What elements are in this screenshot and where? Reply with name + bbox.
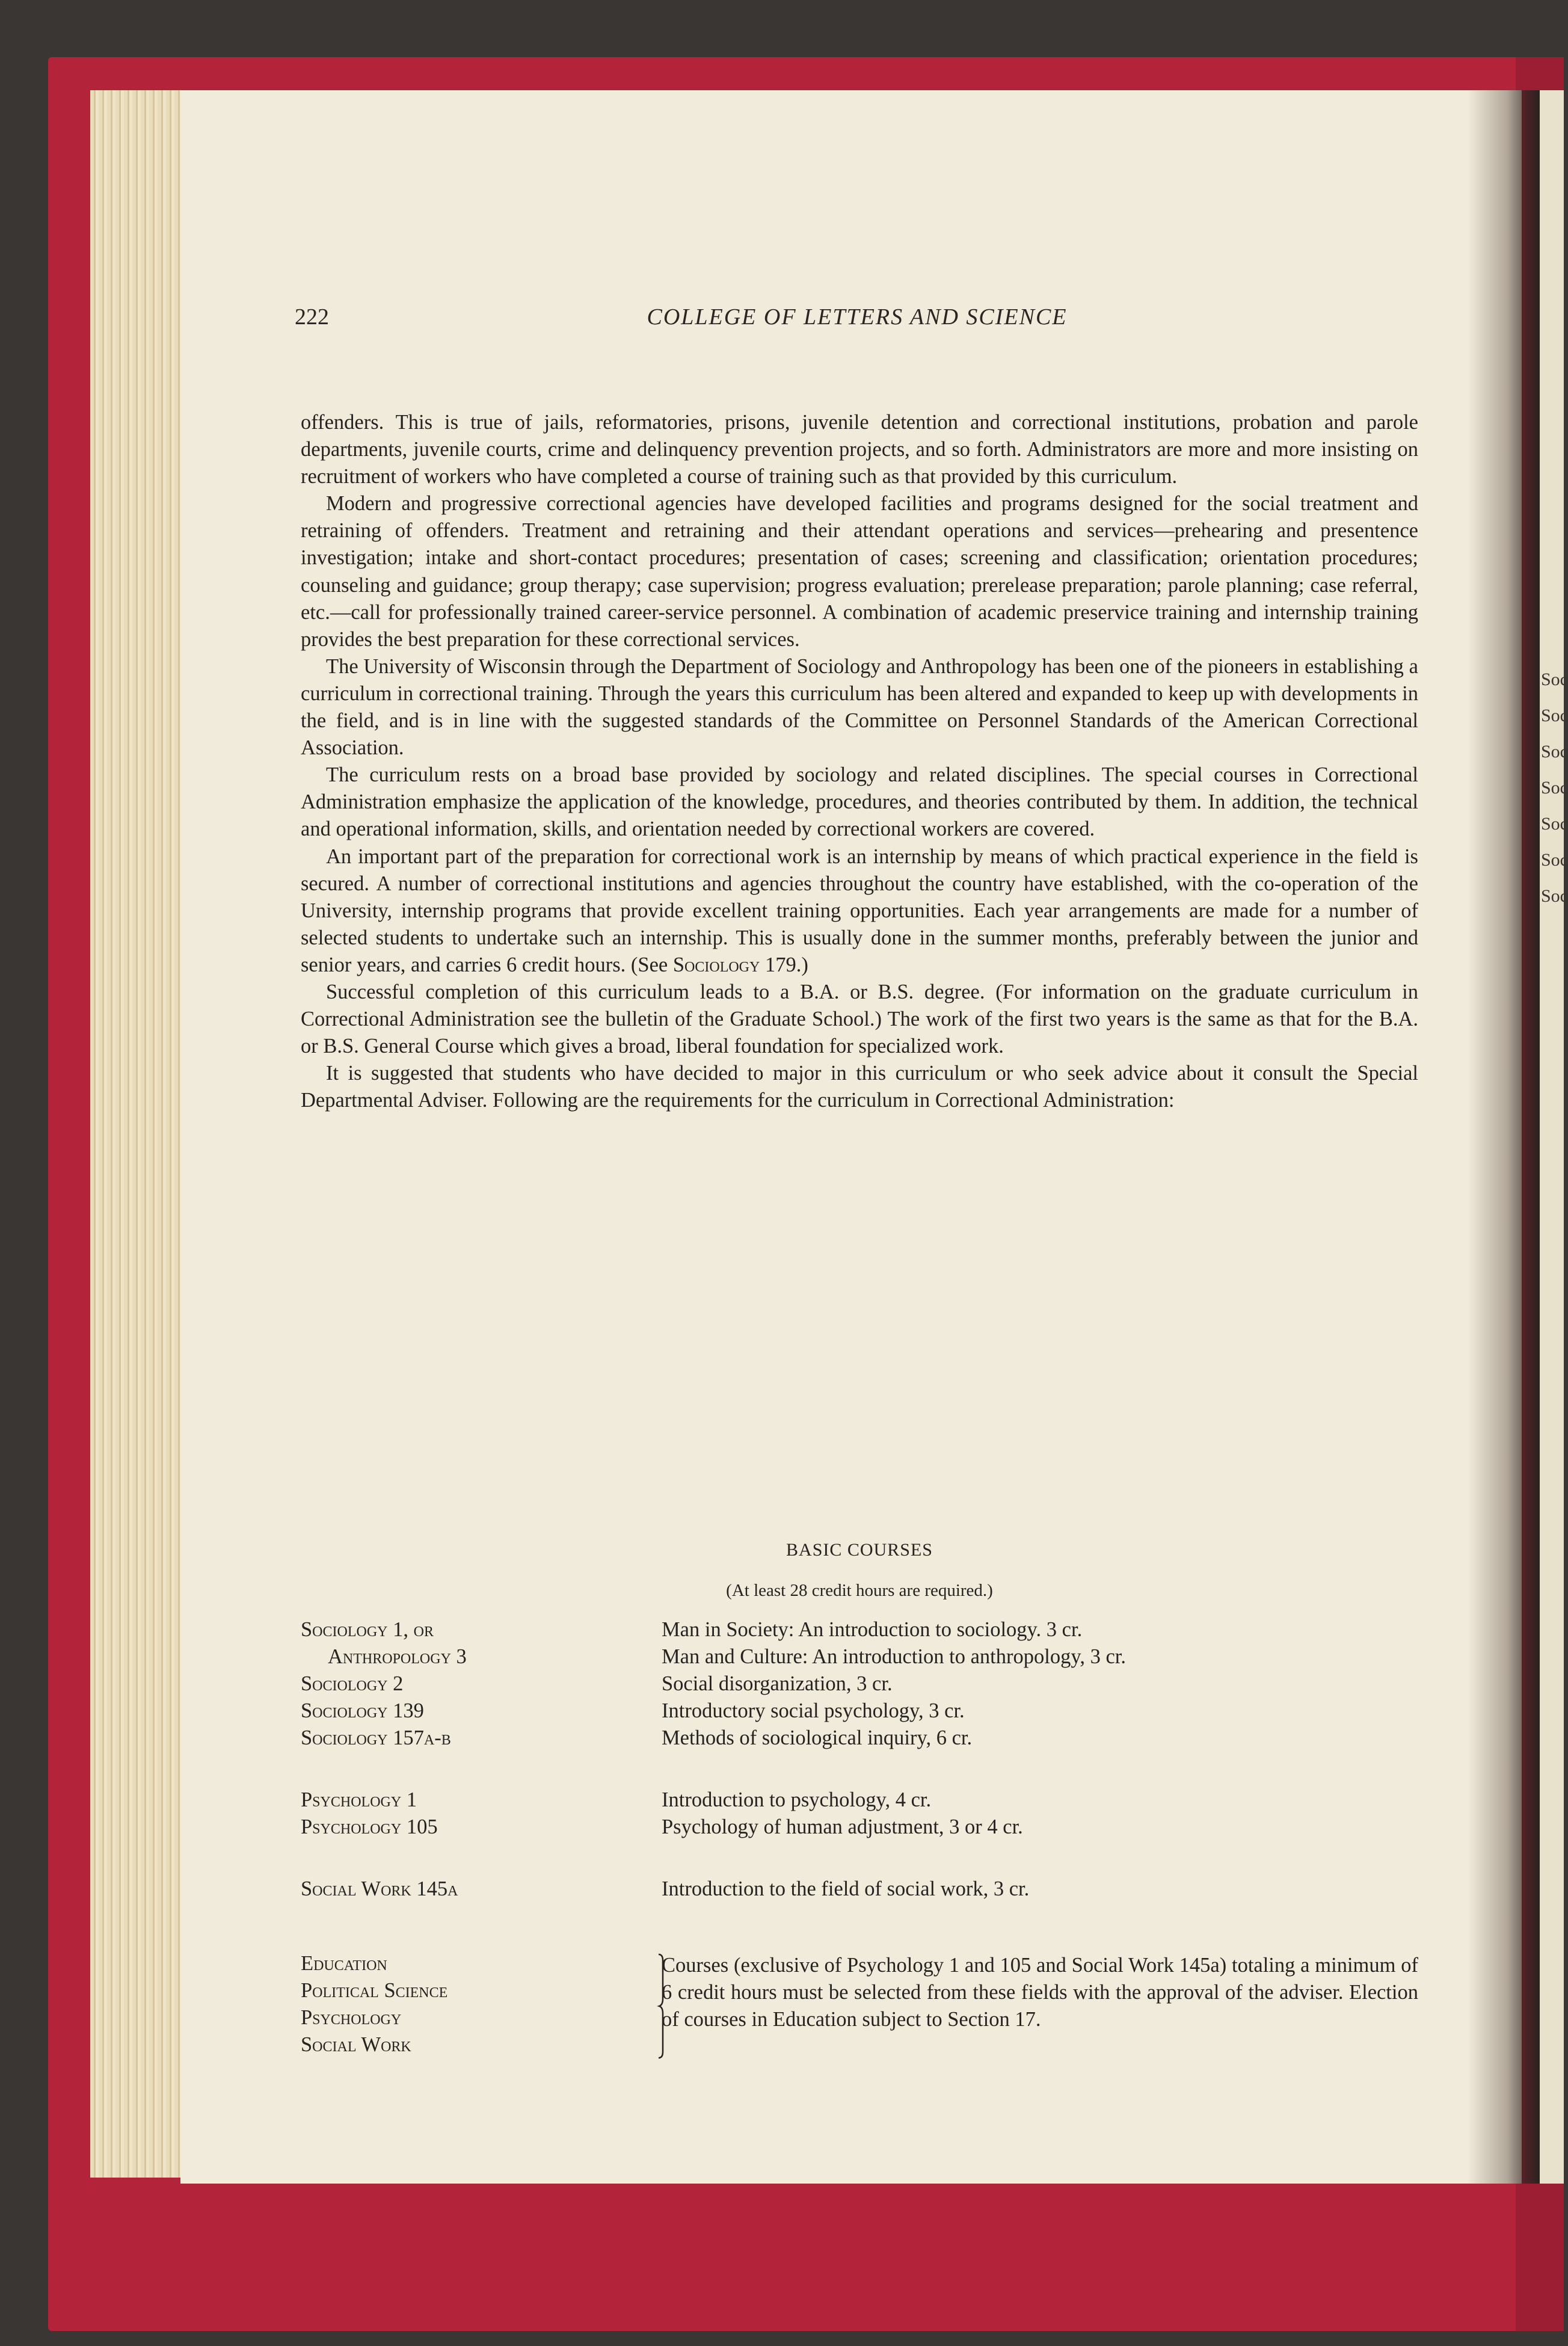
paragraph [301,843,1418,979]
course-code: Sociology 157a-b [301,1726,451,1749]
spacer [301,1843,1418,1877]
facing-page-fragment: Soc [1541,886,1568,906]
course-row [301,1672,1418,1699]
spacer [301,1753,1418,1788]
course-reference: Sociology [672,953,760,976]
course-code: Social Work 145a [301,1877,458,1900]
paragraph-text: 179.) [760,953,808,976]
section-title: BASIC COURSES [786,1540,933,1560]
paragraph: Successful completion of this curriculum leads to a B.A. or B.S. degree. (For information on the graduate curriculum in Correctional Administration see the bulletin of the Graduate School.) The work of the first two years is the same as that for the B.A. or B.S. General Course which gives a broad, liberal foundation for specialized work. [301,980,1418,1058]
elective-fields [301,1952,447,2060]
course-code: Psychology 1 [301,1788,417,1811]
course-code: Psychology 105 [301,1815,438,1838]
paragraph-text: An important part of the preparation for correctional work is an internship by means of which practical experience in the field is secured. A number of correctional institutions and agencies throughout the country have established, with the co-operation of the University, internship programs that provide excellent training opportunities. Each year arrangements are made for a number of selected students to undertake such an internship. This is usually done in the summer months, preferably between the junior and senior years, and carries 6 credit hours. (See [301,845,1418,976]
course-code: Sociology 1, or [301,1618,434,1641]
facing-page-fragment: Soc [1541,706,1568,725]
course-row [301,1618,1418,1645]
facing-page-fragment: Soc [1541,670,1568,689]
course-code: Sociology 2 [301,1672,404,1695]
paragraph: It is suggested that students who have decided to major in this curriculum or who seek advice about it consult the Special Departmental Adviser. Following are the requirements for the curriculum in Correctional Administration: [301,1062,1418,1112]
course-row [301,1645,1418,1672]
course-code: Anthropology 3 [328,1645,467,1668]
elective-note: Courses (exclusive of Psychology 1 and 105 and Social Work 145a) totaling a minimum of 6 credit hours must be selected from these fields with the approval of the adviser. Election of courses in Education subject to Section 17. [662,1954,1418,2031]
facing-page-text [1541,662,1568,914]
facing-page-fragment: Soc [1541,814,1568,834]
course-code: Sociology 139 [301,1699,424,1722]
book-gutter [1468,90,1540,2184]
course-description: Methods of sociological inquiry, 6 cr. [662,1726,973,1749]
paragraph: offenders. This is true of jails, reformatories, prisons, juvenile detention and correctional institutions, probation and parole departments, juvenile courts, crime and delinquency prevention projects, and so forth. Administrators are more and more insisting on recruitment of workers who have completed a course of training such as that provided by this curriculum. [301,411,1418,488]
running-head [295,304,1419,340]
body-text [301,409,1418,1114]
facing-page-fragment: Soc [1541,778,1568,798]
facing-page-fragment: Soc [1541,850,1568,870]
course-description: Psychology of human adjustment, 3 or 4 cr. [662,1815,1023,1838]
course-description: Introduction to the field of social work, 3 cr. [662,1877,1030,1900]
course-description: Man and Culture: An introduction to anthropology, 3 cr. [662,1645,1126,1668]
section-note: (At least 28 credit hours are required.) [726,1581,993,1600]
paragraph: The University of Wisconsin through the Department of Sociology and Anthropology has been one of the pioneers in establishing a curriculum in correctional training. Through the years this curriculum has been altered and expanded to keep up with developments in the field, and is in line with the suggested standards of the Committee on Personnel Standards of the American Correctional Association. [301,654,1418,760]
elective-field: Political Science [301,1979,448,2002]
elective-field: Psychology [301,2006,402,2029]
course-list [301,1618,1418,1904]
paragraph: Modern and progressive correctional agencies have developed facilities and programs designed for the social treatment and retraining of offenders. Treatment and retraining and their attendant operations and services—prehearing and presentence investigation; intake and short-contact procedures; presentation of cases; screening and classification; orientation procedures; counseling and guidance; group therapy; case supervision; progress evaluation; prerelease preparation; parole planning; case referral, etc.—call for professionally trained career-service personnel. A combination of academic preservice training and internship training provides the best preparation for these correctional services. [301,492,1418,651]
elective-field: Education [301,1952,387,1975]
course-row [301,1726,1418,1753]
course-description: Man in Society: An introduction to sociology. 3 cr. [662,1618,1083,1641]
course-row [301,1815,1418,1843]
running-title: COLLEGE OF LETTERS AND SCIENCE [647,304,1068,330]
elective-field: Social Work [301,2033,411,2056]
course-description: Introductory social psychology, 3 cr. [662,1699,965,1722]
course-description: Introduction to psychology, 4 cr. [662,1788,932,1811]
course-description: Social disorganization, 3 cr. [662,1672,893,1695]
facing-page [1540,90,1568,2184]
course-row [301,1877,1418,1904]
course-row [301,1699,1418,1726]
paragraph: The curriculum rests on a broad base provided by sociology and related disciplines. The special courses in Correctional Administration emphasize the application of the knowledge, procedures, and theories contributed by them. In addition, the technical and operational information, skills, and orientation needed by correctional workers are covered. [301,763,1418,841]
facing-page-fragment: Soc [1541,742,1568,762]
page-number: 222 [295,304,329,330]
course-row [301,1788,1418,1815]
